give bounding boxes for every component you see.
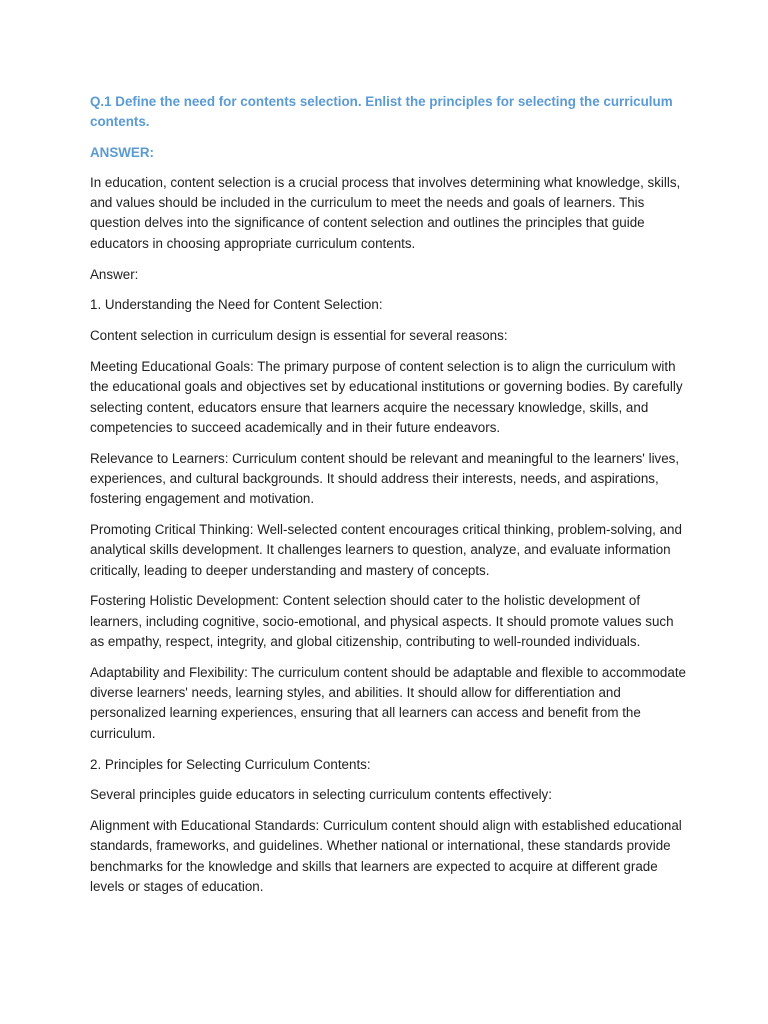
paragraph: Adaptability and Flexibility: The curriculum content should be adaptable and flexible to accommodate diverse learners' needs, learning styles, and abilities. It should allow for differentiation and personalized learning experiences, ensuring that all learners can access and benefit from the curriculum. [90,664,686,741]
paragraph: Alignment with Educational Standards: Curriculum content should align with established educational standards, frameworks, and guidelines. Whether national or international, these standards provide benchmarks for the knowledge and skills that learners are expected to acquire at different grade levels or stages of education. [90,818,682,894]
question-heading: Q.1 Define the need for contents selection. Enlist the principles for selecting the curriculum contents. [90,94,673,130]
section-heading-need: 1. Understanding the Need for Content Selection: [90,297,383,313]
intro-paragraph: In education, content selection is a crucial process that involves determining what knowledge, skills, and values should be included in the curriculum to meet the needs and goals of learners. This question delves into the significance of content selection and outlines the principles that guide educators in choosing appropriate curriculum contents. [90,174,681,251]
paragraph: Several principles guide educators in selecting curriculum contents effectively: [90,787,552,803]
paragraph: Relevance to Learners: Curriculum content should be relevant and meaningful to the learners' lives, experiences, and cultural backgrounds. It should address their interests, needs, and aspirations, fostering engagement and motivation. [90,450,680,507]
answer-text: Answer: [90,266,139,282]
paragraph: Promoting Critical Thinking: Well-selected content encourages critical thinking, problem-solving, and analytical skills development. It challenges learners to question, analyze, and evaluate information critically, leading to deeper understanding and mastery of concepts. [90,522,682,578]
paragraph: Meeting Educational Goals: The primary purpose of content selection is to align the curriculum with the educational goals and objectives set by educational institutions or governing bodies. By carefully selecting content, educators ensure that learners acquire the necessary knowledge, skills, and competencies to succeed academically and in their future endeavors. [90,358,683,435]
paragraph: Fostering Holistic Development: Content selection should cater to the holistic development of learners, including cognitive, socio-emotional, and physical aspects. It should promote values such as empathy, respect, integrity, and global citizenship, contributing to well-rounded individuals. [90,593,674,650]
section-heading-principles: 2. Principles for Selecting Curriculum Contents: [90,756,371,772]
paragraph: Content selection in curriculum design is essential for several reasons: [90,328,508,344]
document-page [90,92,690,908]
answer-label: ANSWER: [90,144,154,160]
